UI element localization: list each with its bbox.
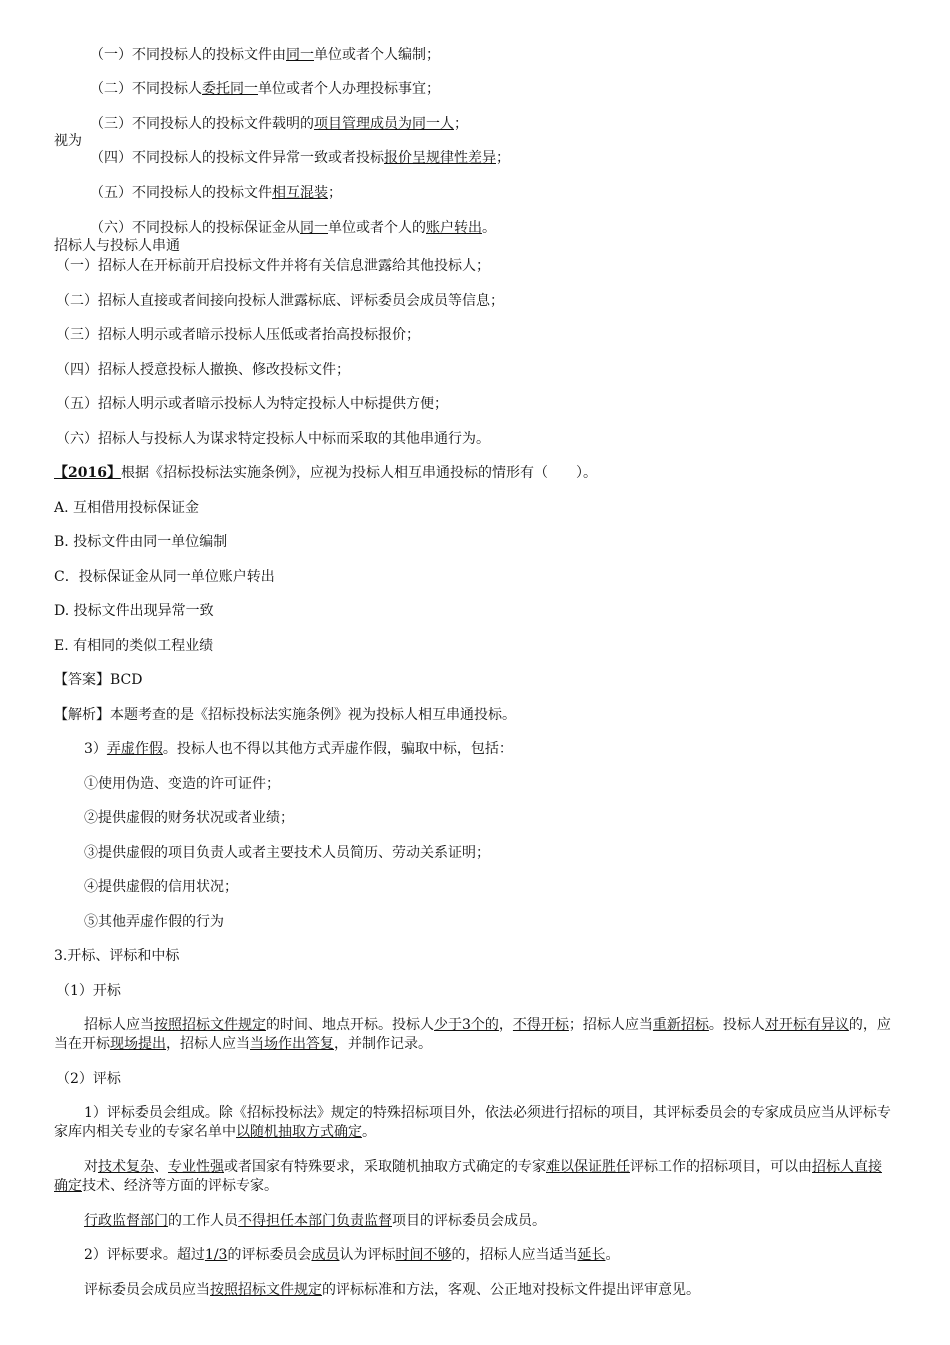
fraud-heading: 3）弄虚作假。投标人也不得以其他方式弄虚作假，骗取中标，包括： bbox=[84, 741, 513, 757]
list-item: （五）招标人明示或者暗示投标人为特定投标人中标提供方便； bbox=[56, 396, 448, 412]
list-item: ①使用伪造、变造的许可证件； bbox=[84, 776, 280, 792]
subsection-opening: （1）开标 bbox=[56, 983, 121, 999]
list-item: （二）招标人直接或者间接向投标人泄露标底、评标委员会成员等信息； bbox=[56, 293, 504, 309]
list-item: （六）招标人与投标人为谋求特定投标人中标而采取的其他串通行为。 bbox=[56, 431, 490, 447]
list-item: （四）招标人授意投标人撤换、修改投标文件； bbox=[56, 362, 350, 378]
side-label: 视为 bbox=[54, 133, 82, 149]
paragraph-opening: 招标人应当按照招标文件规定的时间、地点开标。投标人少于3个的，不得开标；招标人应当重新招标。投标人对开标有异议的，应当在开标现场提出，招标人应当当场作出答复，并制作记录。 bbox=[54, 1017, 891, 1052]
question-stem: 【2016】根据《招标投标法实施条例》，应视为投标人相互串通投标的情形有（ ）。 bbox=[54, 465, 597, 481]
list-item: ③提供虚假的项目负责人或者主要技术人员简历、劳动关系证明； bbox=[84, 845, 490, 861]
option-e: E. 有相同的类似工程业绩 bbox=[54, 638, 214, 654]
list-item: ④提供虚假的信用状况； bbox=[84, 879, 238, 895]
option-b: B. 投标文件由同一单位编制 bbox=[54, 534, 228, 550]
rule-line-3: （三）不同投标人的投标文件载明的项目管理成员为同一人； bbox=[90, 116, 468, 132]
section-title-collusion: 招标人与投标人串通 bbox=[54, 238, 180, 254]
list-item: （一）招标人在开标前开启投标文件并将有关信息泄露给其他投标人； bbox=[56, 258, 490, 274]
option-c: C．投标保证金从同一单位账户转出 bbox=[54, 569, 275, 585]
rule-line-6: （六）不同投标人的投标保证金从同一单位或者个人的账户转出。 bbox=[90, 220, 496, 236]
answer: 【答案】BCD bbox=[54, 672, 143, 688]
rule-line-4: （四）不同投标人的投标文件异常一致或者投标报价呈规律性差异； bbox=[90, 150, 510, 166]
section-title-bidding: 3.开标、评标和中标 bbox=[54, 948, 180, 964]
analysis: 【解析】本题考查的是《招标投标法实施条例》视为投标人相互串通投标。 bbox=[54, 707, 516, 723]
paragraph-requirements: 2）评标要求。超过1/3的评标委员会成员认为评标时间不够的，招标人应当适当延长。 bbox=[84, 1247, 620, 1263]
list-item: ②提供虚假的财务状况或者业绩； bbox=[84, 810, 294, 826]
rule-line-5: （五）不同投标人的投标文件相互混装； bbox=[90, 185, 342, 201]
rule-line-1: （一）不同投标人的投标文件由同一单位或者个人编制； bbox=[90, 47, 440, 63]
list-item: ⑤其他弄虚作假的行为 bbox=[84, 914, 224, 930]
subsection-evaluation: （2）评标 bbox=[56, 1071, 121, 1087]
paragraph-committee: 1）评标委员会组成。除《招标投标法》规定的特殊招标项目外，依法必须进行招标的项目，其评标委员会的专家成员应当从评标专家库内相关专业的专家名单中以随机抽取方式确定。 bbox=[54, 1105, 891, 1140]
list-item: （三）招标人明示或者暗示投标人压低或者抬高投标报价； bbox=[56, 327, 420, 343]
paragraph-supervision: 行政监督部门的工作人员不得担任本部门负责监督项目的评标委员会成员。 bbox=[84, 1213, 546, 1229]
paragraph-opinion: 评标委员会成员应当按照招标文件规定的评标标准和方法，客观、公正地对投标文件提出评审意见。 bbox=[84, 1282, 700, 1298]
option-a: A. 互相借用投标保证金 bbox=[54, 500, 200, 516]
rule-line-2: （二）不同投标人委托同一单位或者个人办理投标事宜； bbox=[90, 81, 440, 97]
year-tag: 【2016】 bbox=[54, 465, 121, 481]
option-d: D. 投标文件出现异常一致 bbox=[54, 603, 214, 619]
paragraph-experts: 对技术复杂、专业性强或者国家有特殊要求，采取随机抽取方式确定的专家难以保证胜任评标工作的招标项目，可以由招标人直接确定技术、经济等方面的评标专家。 bbox=[54, 1159, 882, 1194]
